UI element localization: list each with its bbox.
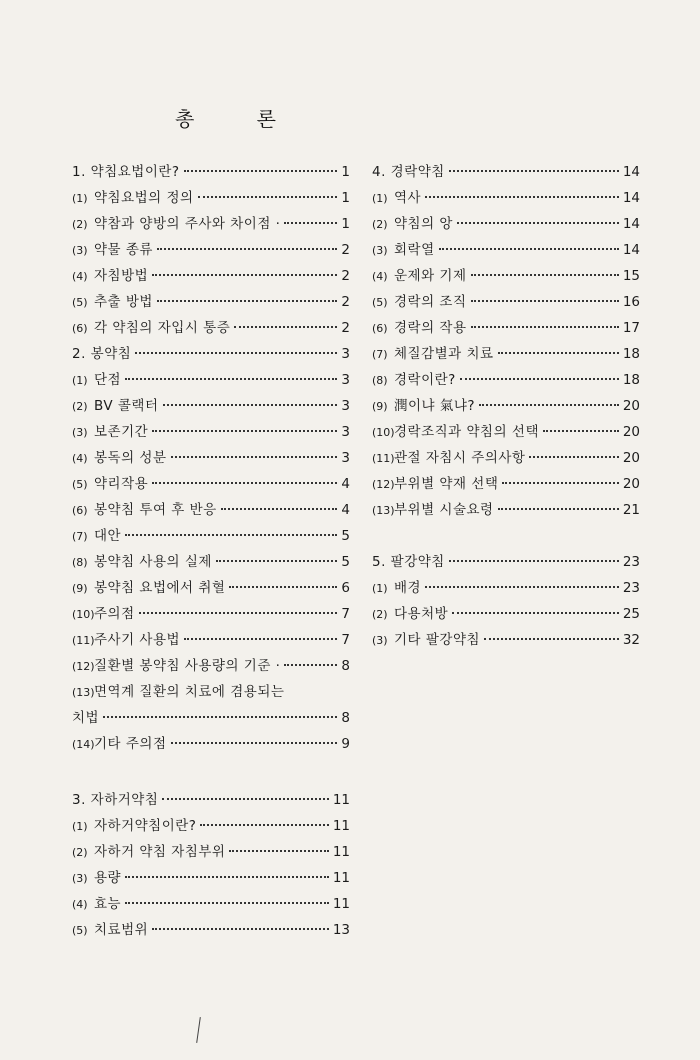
toc-entry-label: 봉약침 사용의 실제 (94, 554, 212, 570)
toc-entry-page: 20 (622, 450, 640, 466)
toc-entry-label: 주사기 사용법 (94, 632, 181, 648)
toc-entry[interactable] (372, 160, 640, 182)
dot-leader (162, 797, 328, 800)
toc-entry-page: 3 (341, 346, 350, 362)
toc-entry[interactable] (72, 680, 350, 702)
toc-entry-number: (2) (372, 608, 388, 621)
toc-entry-page: 9 (341, 736, 350, 752)
toc-entry-label: 약침요법의 정의 (94, 190, 194, 206)
toc-entry-page: 1 (341, 164, 350, 180)
toc-entry-label: 1. 약침요법이란? (72, 164, 180, 180)
dot-leader (125, 377, 337, 380)
toc-entry[interactable] (72, 524, 350, 546)
toc-entry-label: 면역계 질환의 치료에 겸용되는 (94, 684, 285, 700)
toc-entry-label: 관절 자침시 주의사항 (394, 450, 526, 466)
toc-entry-number: (14) (72, 738, 95, 751)
toc-entry-label: 봉약침 요법에서 취혈 (94, 580, 226, 596)
toc-entry-label: 약물 종류 (94, 242, 153, 258)
toc-entry[interactable] (72, 316, 350, 338)
toc-entry-number: (12) (372, 478, 395, 491)
toc-entry-label: 3. 자하거약침 (72, 792, 159, 808)
toc-entry-label: 기타 팔강약침 (394, 632, 481, 648)
toc-entry-number: (11) (72, 634, 95, 647)
toc-entry[interactable] (72, 290, 350, 312)
dot-leader (221, 507, 338, 510)
toc-entry-label: 4. 경락약침 (372, 164, 445, 180)
toc-entry[interactable] (72, 394, 350, 416)
toc-entry-page: 20 (622, 424, 640, 440)
toc-entry-number: (6) (72, 504, 88, 517)
toc-entry[interactable] (72, 654, 350, 676)
dot-leader (502, 481, 618, 484)
toc-entry-page: 7 (341, 632, 350, 648)
toc-entry[interactable] (372, 212, 640, 234)
dot-leader (103, 715, 337, 718)
toc-entry[interactable] (372, 628, 640, 650)
dot-leader (152, 927, 329, 930)
toc-entry-label: 용량 (94, 870, 122, 886)
toc-entry[interactable] (372, 472, 640, 494)
toc-entry-page: 14 (622, 242, 640, 258)
toc-entry[interactable] (372, 498, 640, 520)
toc-entry-page: 15 (622, 268, 640, 284)
toc-entry-label: 추출 방법 (94, 294, 153, 310)
dot-leader (471, 273, 619, 276)
toc-entry-page: 11 (332, 844, 350, 860)
toc-entry-number: (9) (372, 400, 388, 413)
toc-entry-page: 2 (341, 268, 350, 284)
toc-entry-number: (13) (372, 504, 395, 517)
toc-entry-number: (1) (72, 820, 88, 833)
toc-entry-label: 5. 팔강약침 (372, 554, 445, 570)
toc-entry-page: 18 (622, 346, 640, 362)
toc-entry-number: (1) (372, 582, 388, 595)
toc-entry[interactable] (72, 918, 350, 940)
toc-entry-number: (8) (372, 374, 388, 387)
dot-leader (152, 481, 337, 484)
toc-entry[interactable] (72, 238, 350, 260)
toc-entry-label: 부위별 약재 선택 (394, 476, 499, 492)
toc-entry[interactable] (372, 394, 640, 416)
toc-entry-number: (3) (72, 872, 88, 885)
toc-entry-number: (6) (372, 322, 388, 335)
toc-entry-page: 1 (341, 216, 350, 232)
toc-entry-page: 3 (341, 372, 350, 388)
toc-entry[interactable] (72, 814, 350, 836)
toc-entry-label: 보존기간 (94, 424, 149, 440)
toc-entry-number: (8) (72, 556, 88, 569)
toc-entry[interactable] (372, 290, 640, 312)
toc-entry-label: 치료범위 (94, 922, 149, 938)
toc-entry-label: 회락열 (394, 242, 435, 258)
toc-entry[interactable] (72, 160, 350, 182)
toc-entry-label: 역사 (394, 190, 422, 206)
dot-leader (425, 195, 619, 198)
toc-entry-page: 18 (622, 372, 640, 388)
toc-entry-label: 봉약침 투여 후 반응 (94, 502, 217, 518)
toc-entry-number: (2) (72, 400, 88, 413)
toc-entry-number: (6) (72, 322, 88, 335)
toc-entry[interactable] (372, 186, 640, 208)
toc-entry[interactable] (72, 576, 350, 598)
toc-entry-label: 대안 (94, 528, 122, 544)
toc-entry-label: 약참과 양방의 주사와 차이점 · (94, 216, 281, 232)
toc-entry-number: (1) (372, 192, 388, 205)
toc-entry-number: (1) (72, 192, 88, 205)
dot-leader (152, 273, 337, 276)
dot-leader (543, 429, 619, 432)
toc-entry-page: 21 (622, 502, 640, 518)
toc-entry-label: 자하거 약침 자침부위 (94, 844, 226, 860)
toc-entry-number: (3) (372, 634, 388, 647)
toc-entry[interactable] (372, 550, 640, 572)
dot-leader (152, 429, 337, 432)
dot-leader (460, 377, 619, 380)
toc-entry-page: 11 (332, 870, 350, 886)
toc-entry-label: 다용처방 (394, 606, 449, 622)
toc-entry-number: (1) (72, 374, 88, 387)
toc-entry-page: 11 (332, 792, 350, 808)
toc-entry-label: 단점 (94, 372, 122, 388)
toc-entry-page: 23 (622, 580, 640, 596)
toc-entry-number: (2) (372, 218, 388, 231)
toc-entry-number: (2) (72, 218, 88, 231)
toc-entry-page: 4 (341, 502, 350, 518)
toc-entry-label: 약리작용 (94, 476, 149, 492)
dot-leader (184, 637, 337, 640)
toc-entry[interactable] (72, 706, 350, 728)
dot-leader (171, 455, 338, 458)
toc-entry-page: 5 (341, 554, 350, 570)
toc-entry-label: 봉독의 성분 (94, 450, 167, 466)
dot-leader (439, 247, 619, 250)
toc-entry-page: 3 (341, 398, 350, 414)
toc-entry-page: 6 (341, 580, 350, 596)
toc-entry[interactable] (72, 186, 350, 208)
toc-entry[interactable] (72, 788, 350, 810)
toc-entry-label: 기타 주의점 (94, 736, 167, 752)
toc-entry-page: 2 (341, 242, 350, 258)
toc-entry-label: 각 약침의 자입시 통증 (94, 320, 231, 336)
toc-entry[interactable] (372, 316, 640, 338)
toc-entry-label: 자하거약침이란? (94, 818, 197, 834)
toc-entry-label: 체질감별과 치료 (394, 346, 494, 362)
toc-entry-page: 14 (622, 216, 640, 232)
dot-leader (529, 455, 618, 458)
toc-entry-page: 5 (341, 528, 350, 544)
toc-entry-page: 8 (341, 658, 350, 674)
toc-entry-number: (4) (72, 270, 88, 283)
toc-entry-page: 2 (341, 294, 350, 310)
toc-entry-number: (5) (72, 296, 88, 309)
toc-entry[interactable] (372, 368, 640, 390)
toc-entry-number: (9) (72, 582, 88, 595)
toc-entry-number: (5) (372, 296, 388, 309)
dot-leader (157, 299, 337, 302)
dot-leader (288, 691, 346, 692)
dot-leader (449, 559, 619, 562)
toc-entry-number: (5) (72, 478, 88, 491)
toc-entry-page: 4 (341, 476, 350, 492)
toc-entry[interactable] (72, 342, 350, 364)
toc-entry[interactable] (72, 602, 350, 624)
dot-leader (234, 325, 337, 328)
toc-entry-number: (11) (372, 452, 395, 465)
dot-leader (125, 901, 329, 904)
dot-leader (135, 351, 337, 354)
dot-leader (449, 169, 619, 172)
toc-entry[interactable] (372, 602, 640, 624)
toc-entry-number: (7) (72, 530, 88, 543)
dot-leader (479, 403, 619, 406)
toc-entry[interactable] (372, 576, 640, 598)
dot-leader (425, 585, 619, 588)
toc-entry-page: 8 (341, 710, 350, 726)
toc-entry-label: 경락의 작용 (394, 320, 467, 336)
pen-mark (196, 1017, 201, 1043)
toc-entry-label: 약침의 앙 (394, 216, 453, 232)
toc-entry[interactable] (372, 420, 640, 442)
dot-leader (284, 663, 337, 666)
toc-entry[interactable] (372, 264, 640, 286)
toc-entry[interactable] (72, 840, 350, 862)
toc-entry-number: (4) (372, 270, 388, 283)
toc-entry-number: (7) (372, 348, 388, 361)
toc-entry[interactable] (72, 550, 350, 572)
dot-leader (229, 585, 337, 588)
toc-entry[interactable] (72, 498, 350, 520)
toc-entry[interactable] (72, 446, 350, 468)
dot-leader (452, 611, 619, 614)
toc-entry-label: 질환별 봉약침 사용량의 기준 · (94, 658, 281, 674)
toc-entry-number: (3) (372, 244, 388, 257)
toc-entry-number: (10) (372, 426, 395, 439)
dot-leader (157, 247, 337, 250)
toc-entry-number: (2) (72, 846, 88, 859)
toc-entry-page: 2 (341, 320, 350, 336)
toc-entry-page: 16 (622, 294, 640, 310)
toc-entry-label: 운제와 기제 (394, 268, 467, 284)
dot-leader (498, 507, 619, 510)
toc-entry-number: (12) (72, 660, 95, 673)
dot-leader (484, 637, 619, 640)
toc-entry[interactable] (372, 446, 640, 468)
toc-entry-label: 경락이란? (394, 372, 456, 388)
page-title: 총 론 (175, 107, 304, 131)
toc-entry[interactable] (72, 368, 350, 390)
dot-leader (171, 741, 338, 744)
toc-entry-page: 17 (622, 320, 640, 336)
toc-entry-number: (10) (72, 608, 95, 621)
toc-entry-number: (13) (72, 686, 95, 699)
toc-entry-page: 20 (622, 398, 640, 414)
toc-entry[interactable] (72, 628, 350, 650)
toc-entry-page: 11 (332, 896, 350, 912)
dot-leader (163, 403, 338, 406)
toc-entry-label: 경락조직과 약침의 선택 (394, 424, 539, 440)
toc-entry-page: 1 (341, 190, 350, 206)
toc-entry-label: 경락의 조직 (394, 294, 467, 310)
dot-leader (200, 823, 328, 826)
toc-entry-page: 3 (341, 450, 350, 466)
toc-entry-label: 주의점 (94, 606, 135, 622)
toc-entry[interactable] (72, 866, 350, 888)
dot-leader (198, 195, 338, 198)
toc-entry[interactable] (72, 732, 350, 754)
dot-leader (284, 221, 337, 224)
toc-entry-label: 자침방법 (94, 268, 149, 284)
toc-entry-page: 14 (622, 164, 640, 180)
toc-entry-label: 치법 (72, 710, 100, 726)
dot-leader (184, 169, 338, 172)
toc-entry[interactable] (72, 212, 350, 234)
toc-entry[interactable] (72, 892, 350, 914)
toc-entry-label: 부위별 시술요령 (394, 502, 494, 518)
dot-leader (125, 875, 329, 878)
toc-entry-page: 14 (622, 190, 640, 206)
toc-entry-label: 2. 봉약침 (72, 346, 132, 362)
toc-entry-page: 3 (341, 424, 350, 440)
toc-entry-page: 13 (332, 922, 350, 938)
dot-leader (471, 325, 619, 328)
dot-leader (139, 611, 338, 614)
dot-leader (457, 221, 619, 224)
toc-entry[interactable] (372, 342, 640, 364)
dot-leader (498, 351, 619, 354)
dot-leader (471, 299, 619, 302)
toc-entry[interactable] (72, 264, 350, 286)
toc-entry-page: 32 (622, 632, 640, 648)
toc-entry-label: BV 콜랙터 (94, 398, 159, 414)
toc-entry-number: (3) (72, 244, 88, 257)
toc-entry-page: 23 (622, 554, 640, 570)
dot-leader (216, 559, 337, 562)
toc-entry-page: 20 (622, 476, 640, 492)
toc-entry[interactable] (372, 238, 640, 260)
toc-entry-page: 11 (332, 818, 350, 834)
toc-entry-label: 배경 (394, 580, 422, 596)
toc-entry-number: (4) (72, 452, 88, 465)
toc-entry-label: 潤이냐 氣냐? (394, 398, 476, 414)
toc-entry-label: 효능 (94, 896, 122, 912)
toc-entry-number: (3) (72, 426, 88, 439)
toc-entry-page: 25 (622, 606, 640, 622)
dot-leader (229, 849, 328, 852)
toc-entry[interactable] (72, 472, 350, 494)
toc-entry-number: (5) (72, 924, 88, 937)
toc-entry-page: 7 (341, 606, 350, 622)
toc-entry-number: (4) (72, 898, 88, 911)
dot-leader (125, 533, 337, 536)
toc-entry[interactable] (72, 420, 350, 442)
